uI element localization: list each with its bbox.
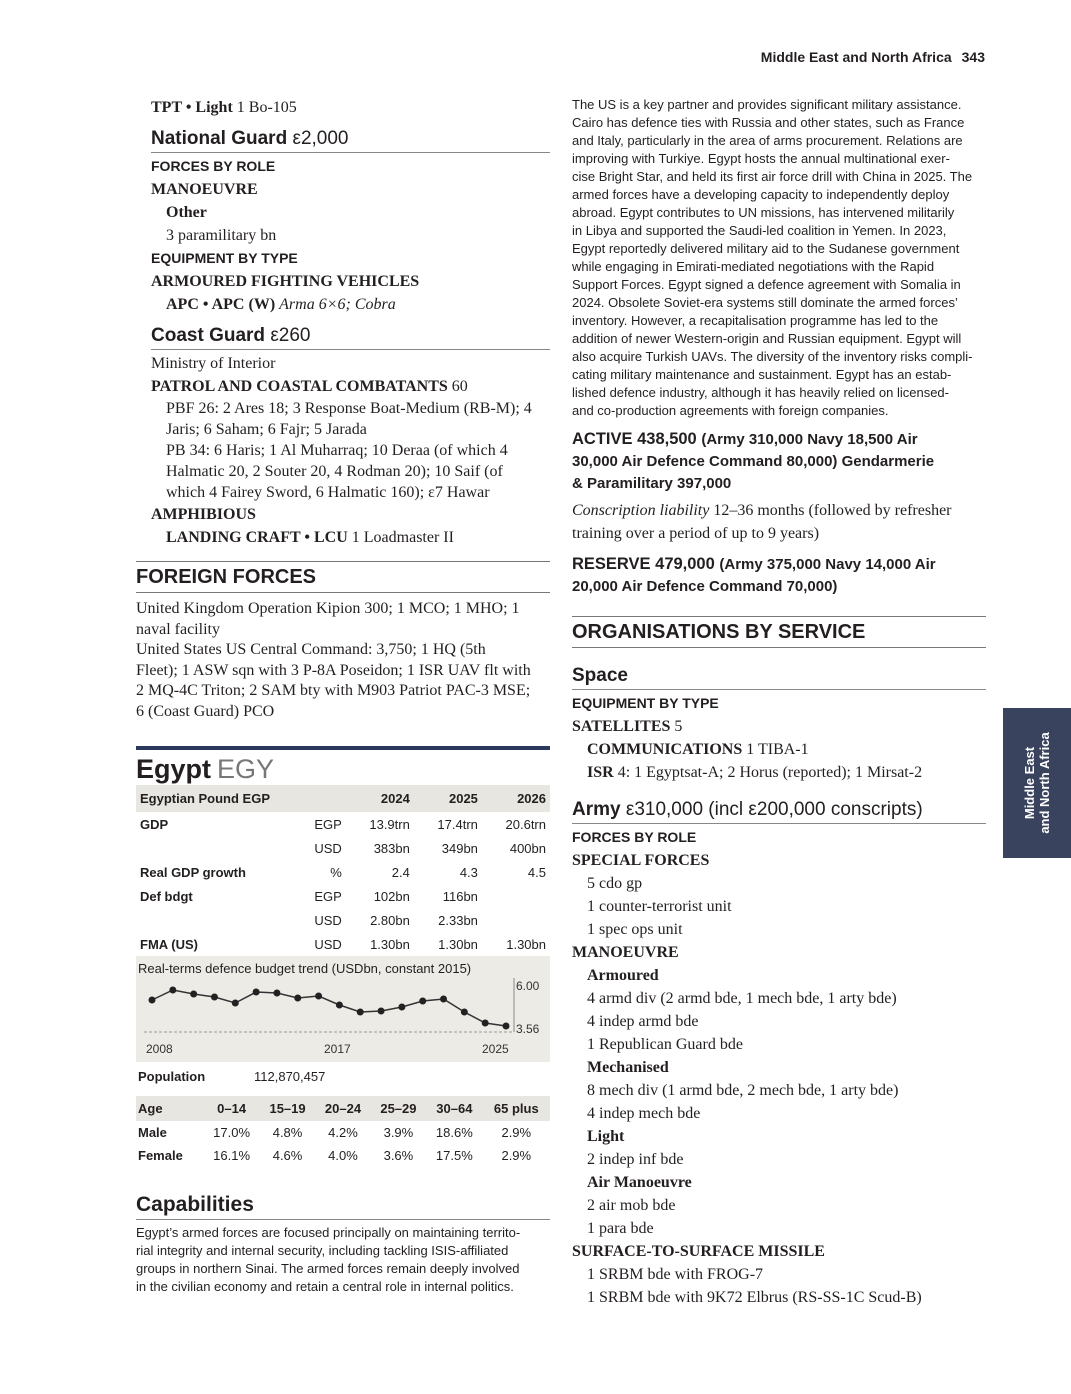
trend-point (503, 1023, 510, 1030)
list-item: 5 cdo gp (587, 875, 643, 892)
list-item: 4 armd div (2 armd bde, 1 mech bde, 1 arty bde) (587, 990, 897, 1007)
table-cell: EGP (314, 888, 342, 904)
cg-pbf-line-1: Jaris; 6 Saham; 6 Fajr; 5 Jarada (166, 421, 367, 438)
cap-line-2: groups in northern Sinai. The armed forces remain deeply involved (136, 1261, 520, 1276)
cg-amphibious: AMPHIBIOUS (151, 506, 256, 523)
coast-guard-name: Coast Guard (151, 325, 266, 346)
table-cell: 4.3 (459, 864, 478, 880)
active-line-3: & Paramilitary 397,000 (572, 475, 732, 492)
comms-label: COMMUNICATIONS (587, 741, 743, 758)
table-cell: 2.9% (501, 1125, 532, 1140)
active-strength (572, 428, 986, 495)
table-cell: 1.30bn (370, 936, 410, 952)
ff-line-4: 2 MQ-4C Triton; 2 SAM bty with M903 Patriot PAC-3 MSE; (136, 682, 531, 699)
capabilities-continued (572, 96, 986, 420)
reserve-strength (572, 553, 986, 598)
table-cell: USD (314, 840, 342, 856)
para-line: 2024. Obsolete Soviet-era systems still dominate the armed forces’ (572, 295, 958, 310)
organisations-title: ORGANISATIONS BY SERVICE (572, 616, 986, 648)
capabilities-title: Capabilities (136, 1193, 550, 1220)
page-number: 343 (961, 49, 985, 65)
trend-caption: Real-terms defence budget trend (USDbn, constant 2015) (138, 961, 472, 976)
army-ssm: SURFACE-TO-SURFACE MISSILE (572, 1243, 825, 1260)
cg-pb-line-1: Halmatic 20, 2 Souter 20, 4 Rodman 20); 10 Saif (of (166, 463, 503, 480)
army-manoeuvre: MANOEUVRE (572, 944, 679, 961)
country-title (136, 746, 550, 785)
list-item: 1 para bde (587, 1220, 654, 1237)
trend-point (357, 1009, 364, 1016)
econ-header-2026: 2026 (482, 785, 550, 812)
ff-line-2: United States US Central Command: 3,750; 1 HQ (5th (136, 641, 486, 658)
para-line: lished defence industry, although it has heavily relied on licensed- (572, 385, 949, 400)
cg-pbf-line-0: PBF 26: 2 Ares 18; 3 Response Boat-Medium (RB-M); 4 (166, 400, 532, 417)
para-line: armed forces have a developing capacity to independently deploy (572, 187, 950, 202)
trend-point (232, 1000, 239, 1007)
list-item: 1 SRBM bde with FROG-7 (587, 1266, 764, 1283)
national-guard-strength: ε2,000 (292, 128, 349, 149)
list-item: 8 mech div (1 armd bde, 2 mech bde, 1 arty bde) (587, 1082, 899, 1099)
cg-landing-line (151, 526, 550, 549)
right-column (572, 96, 986, 1309)
table-cell: 16.1% (213, 1148, 251, 1163)
space-equipment-by-type: EQUIPMENT BY TYPE (572, 695, 719, 711)
table-cell: 15–19 (260, 1096, 315, 1121)
space-comms (572, 738, 986, 761)
para-line: cating military maintenance and sustainment. Egypt has an estab- (572, 367, 952, 382)
cg-patrol-count: 60 (451, 378, 468, 395)
table-cell: 349bn (441, 840, 478, 856)
table-cell: 0–14 (203, 1096, 259, 1121)
econ-header-currency: Egyptian Pound EGP (136, 785, 346, 812)
national-guard-name: National Guard (151, 128, 288, 149)
table-cell (482, 908, 550, 932)
population-value: 112,870,457 (254, 1069, 326, 1084)
cap-line-0: Egypt’s armed forces are focused principally on maintaining territo- (136, 1225, 521, 1240)
para-line: in Libya and supported the Saudi-led coalition in Yemen. In 2023, (572, 223, 947, 238)
table-row (136, 860, 550, 884)
trend-point (378, 1008, 385, 1015)
list-item: 4 indep armd bde (587, 1013, 699, 1030)
table-cell: 4.6% (272, 1148, 303, 1163)
reserve-total: RESERVE 479,000 (572, 555, 715, 573)
active-line-1 (572, 428, 986, 451)
country-name: Egypt (136, 754, 212, 784)
table-cell: 25–29 (371, 1096, 426, 1121)
ng-apc-label: APC • APC (W) (166, 296, 276, 313)
economy-table-header (136, 785, 550, 812)
running-head (761, 49, 985, 65)
para-line: while engaging in Emirati-mediated negotiations with the Rapid (572, 259, 935, 274)
army-heading (572, 798, 986, 824)
economy-table (136, 785, 550, 956)
conscription-line-2: training over a period of up to 9 years) (572, 525, 820, 542)
para-line: inventory. However, a recapitalisation programme has led to the (572, 313, 939, 328)
para-line: cise Bright Star, and held its first air force drill with China in 2025. The (572, 169, 973, 184)
cg-patrol-label: PATROL AND COASTAL COMBATANTS (151, 378, 448, 395)
list-item: 1 spec ops unit (587, 921, 683, 938)
table-cell: 17.4trn (437, 816, 478, 832)
section-title: Middle East and North Africa (760, 49, 952, 65)
table-cell: GDP (140, 816, 169, 832)
space-title: Space (572, 664, 986, 690)
coast-guard-heading (151, 324, 550, 350)
trend-point (461, 1009, 468, 1016)
ng-equipment-by-type: EQUIPMENT BY TYPE (151, 250, 298, 266)
trend-point (273, 990, 280, 997)
space-isr (572, 761, 986, 784)
trend-point (211, 994, 218, 1001)
trend-point (253, 989, 260, 996)
cg-patrol-line (151, 375, 550, 398)
army-name: Army (572, 799, 621, 820)
tpt-light-label: TPT • Light (151, 99, 233, 116)
para-line: also acquire Turkish UAVs. The diversity of the inventory risks compli- (572, 349, 973, 364)
active-total: ACTIVE 438,500 (572, 430, 697, 448)
table-cell: 4.5 (527, 864, 546, 880)
table-cell (136, 836, 296, 860)
table-cell: 3.6% (383, 1148, 414, 1163)
space-satellites (572, 715, 986, 738)
table-cell: 18.6% (435, 1125, 473, 1140)
age-table (136, 1096, 550, 1167)
foreign-forces-body (136, 599, 550, 722)
table-cell: 400bn (509, 840, 546, 856)
table-row (136, 908, 550, 932)
conscription-line-1 (572, 499, 986, 522)
table-cell: 2.4 (391, 864, 410, 880)
table-cell: 65 plus (483, 1096, 550, 1121)
army-strength: ε310,000 (incl ε200,000 conscripts) (625, 799, 923, 820)
capabilities-body (136, 1224, 550, 1296)
active-line-2: 30,000 Air Defence Command 80,000) Gendarmerie (572, 453, 935, 470)
national-guard-body (136, 155, 550, 316)
table-cell: Age (136, 1096, 203, 1121)
table-cell: 4.8% (272, 1125, 303, 1140)
table-cell: EGP (314, 816, 342, 832)
side-tab-line-1: Middle East (1022, 746, 1037, 820)
ff-line-5: 6 (Coast Guard) PCO (136, 702, 275, 720)
para-line: Egypt reportedly delivered military aid to the Sudanese government (572, 241, 960, 256)
table-cell (482, 884, 550, 908)
table-cell: FMA (US) (140, 936, 199, 952)
ng-manoeuvre: MANOEUVRE (151, 181, 258, 198)
econ-header-2024: 2024 (346, 785, 414, 812)
ng-apc-line (151, 293, 550, 316)
conscription-value: 12–36 months (followed by refresher (713, 502, 952, 519)
ng-apc-value: Arma 6×6; Cobra (279, 296, 396, 313)
table-cell: Female (138, 1148, 183, 1163)
table-cell: 20–24 (315, 1096, 370, 1121)
table-cell: 17.0% (213, 1125, 251, 1140)
list-item: 2 air mob bde (587, 1197, 676, 1214)
satellites-label: SATELLITES (572, 718, 671, 735)
section-side-tab (1003, 708, 1071, 858)
table-cell: 3.9% (383, 1125, 414, 1140)
tpt-light-value: 1 Bo-105 (236, 99, 297, 116)
list-item: 1 Republican Guard bde (587, 1036, 743, 1053)
para-line: Cairo has defence ties with Russia and other states, such as France (572, 115, 965, 130)
trend-x-label-2008: 2008 (146, 1042, 173, 1056)
table-cell: USD (314, 912, 342, 928)
trend-points (149, 987, 510, 1030)
left-column (136, 96, 550, 1296)
table-cell (136, 908, 296, 932)
trend-point (440, 996, 447, 1003)
para-line: improving with Turkiye. Egypt hosts the annual multinational exer- (572, 151, 950, 166)
list-item: 2 indep inf bde (587, 1151, 684, 1168)
table-cell: 102bn (373, 888, 410, 904)
table-cell: 1.30bn (438, 936, 478, 952)
trend-point (336, 1002, 343, 1009)
table-cell: % (330, 864, 342, 880)
table-cell: Real GDP growth (140, 864, 246, 880)
army-special-forces: SPECIAL FORCES (572, 852, 710, 869)
population-label: Population (138, 1069, 206, 1084)
table-cell: 4.2% (328, 1125, 358, 1140)
table-cell: 30–64 (426, 1096, 482, 1121)
age-table-header (136, 1096, 550, 1121)
army-light: Light (587, 1128, 625, 1145)
ng-other-value: 3 paramilitary bn (166, 227, 277, 244)
cap-line-3: in the civilian economy and retain a central role in internal politics. (136, 1279, 514, 1294)
table-cell: 17.5% (435, 1148, 473, 1163)
army-armoured: Armoured (587, 967, 659, 984)
list-item: 1 counter-terrorist unit (587, 898, 732, 915)
table-row (136, 932, 550, 956)
ff-line-3: Fleet); 1 ASW sqn with 3 P-8A Poseidon; 1 ISR UAV flt with (136, 661, 531, 679)
army-forces-by-role: FORCES BY ROLE (572, 829, 697, 845)
ff-line-0: United Kingdom Operation Kipion 300; 1 MCO; 1 MHO; 1 (136, 600, 520, 617)
defence-budget-trend-chart (136, 956, 550, 1062)
trend-point (419, 998, 426, 1005)
ng-afv: ARMOURED FIGHTING VEHICLES (151, 273, 420, 290)
trend-max-label: 6.00 (516, 979, 540, 993)
country-code: EGY (217, 754, 275, 784)
list-item: 1 SRBM bde with 9K72 Elbrus (RS-SS-1C Scud-B) (587, 1289, 922, 1306)
coast-guard-body (136, 352, 550, 549)
coast-guard-strength: ε260 (270, 325, 311, 346)
side-tab-line-2: and North Africa (1037, 732, 1052, 834)
table-cell: 2.33bn (438, 912, 478, 928)
table-row (136, 836, 550, 860)
cg-landing-value: 1 Loadmaster II (351, 529, 454, 546)
ng-other: Other (166, 204, 207, 221)
trend-point (315, 993, 322, 1000)
cg-pb-line-2: which 4 Fairey Sword, 6 Halmatic 160); ε7 Hawar (166, 484, 490, 501)
trend-point (398, 1004, 405, 1011)
list-item: 4 indep mech bde (587, 1105, 701, 1122)
table-cell: Def bdgt (140, 888, 193, 904)
table-cell: 2.80bn (370, 912, 410, 928)
population-row (136, 1062, 550, 1092)
ng-forces-by-role: FORCES BY ROLE (151, 158, 276, 174)
table-row (136, 812, 550, 836)
trend-line (152, 990, 506, 1026)
trend-point (482, 1020, 489, 1027)
trend-point (169, 987, 176, 994)
reserve-line-2: 20,000 Air Defence Command 70,000) (572, 578, 838, 595)
active-breakdown: (Army 310,000 Navy 18,500 Air (701, 431, 918, 448)
table-cell: 383bn (373, 840, 410, 856)
table-cell: 13.9trn (369, 816, 410, 832)
trend-point (294, 995, 301, 1002)
isr-label: ISR (587, 764, 614, 781)
trend-min-label: 3.56 (516, 1022, 540, 1036)
para-line: and co-production agreements with foreign companies. (572, 403, 889, 418)
cap-line-1: rial integrity and internal security, including tackling ISIS-affiliated (136, 1243, 509, 1258)
table-cell: 1.30bn (506, 936, 546, 952)
para-line: and Italy, particularly in the area of arms procurement. Relations are (572, 133, 963, 148)
trend-x-label-2017: 2017 (324, 1042, 351, 1056)
ff-line-1: naval facility (136, 620, 220, 638)
table-cell: 116bn (442, 888, 478, 904)
table-row (136, 1144, 550, 1167)
table-cell: 4.0% (328, 1148, 358, 1163)
army-mechanised: Mechanised (587, 1059, 669, 1076)
cg-pb-line-0: PB 34: 6 Haris; 1 Al Muharraq; 10 Deraa (of which 4 (166, 442, 508, 459)
army-air-manoeuvre: Air Manoeuvre (587, 1174, 692, 1191)
comms-value: 1 TIBA-1 (746, 741, 809, 758)
cg-ministry: Ministry of Interior (151, 355, 276, 372)
para-line: The US is a key partner and provides significant military assistance. (572, 97, 962, 112)
isr-value: 4: 1 Egyptsat-A; 2 Horus (reported); 1 Mirsat-2 (617, 764, 923, 781)
table-cell: 2.9% (501, 1148, 532, 1163)
table-cell: 20.6trn (505, 816, 546, 832)
satellites-value: 5 (674, 718, 683, 735)
table-cell: USD (314, 936, 342, 952)
reserve-breakdown: (Army 375,000 Navy 14,000 Air (719, 556, 936, 573)
table-row (136, 1121, 550, 1144)
national-guard-heading (151, 127, 550, 153)
foreign-forces-title: FOREIGN FORCES (136, 561, 550, 593)
trend-x-label-2025: 2025 (482, 1042, 509, 1056)
econ-header-2025: 2025 (414, 785, 482, 812)
para-line: Support Forces. Egypt signed a defence agreement with Somalia in (572, 277, 961, 292)
conscription-label: Conscription liability (572, 502, 710, 519)
para-line: abroad. Egypt contributes to UN missions, has intervened militarily (572, 205, 955, 220)
para-line: addition of newer Western-origin and Russian equipment. Egypt will (572, 331, 962, 346)
table-row (136, 884, 550, 908)
trend-point (190, 991, 197, 998)
tpt-light-line (136, 96, 550, 119)
reserve-line-1 (572, 553, 986, 576)
table-cell: Male (138, 1125, 167, 1140)
trend-point (149, 997, 156, 1004)
cg-landing-label: LANDING CRAFT • LCU (166, 529, 348, 546)
